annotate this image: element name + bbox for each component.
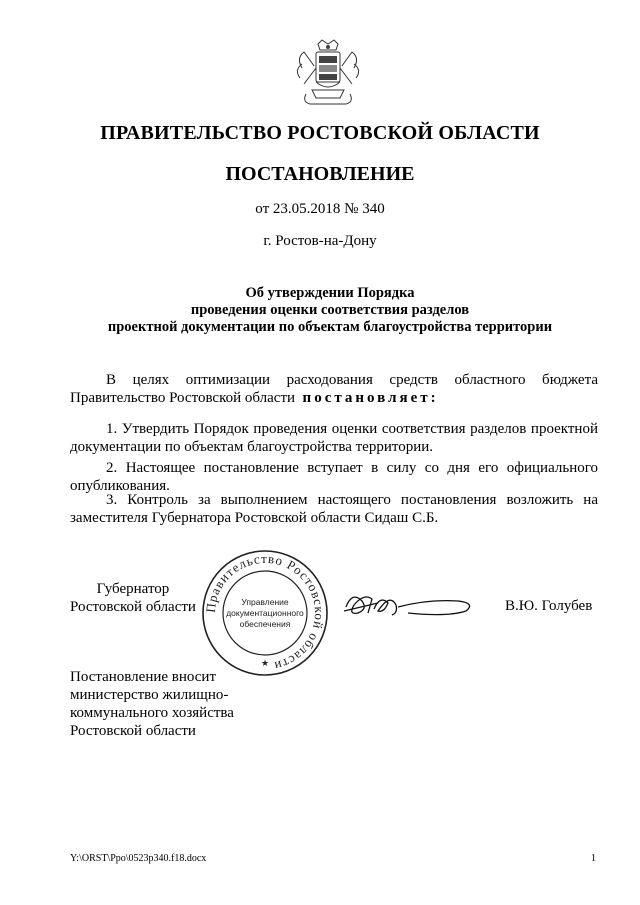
- resolution-item: [70, 420, 598, 456]
- footer-file-path: Y:\ORST\Ppo\0523p340.f18.docx: [70, 853, 207, 864]
- submitter-line: министерство жилищно-: [70, 687, 229, 703]
- position-line: Губернатор: [96, 581, 170, 597]
- stamp-inner-line: обеспечения: [239, 619, 291, 629]
- coat-of-arms-icon: [292, 38, 364, 110]
- document-subject: [60, 285, 600, 336]
- signatory-position: [70, 580, 196, 616]
- stamp-inner-line: документационного: [226, 608, 304, 618]
- page-number: 1: [591, 853, 596, 864]
- organization-title: ПРАВИТЕЛЬСТВО РОСТОВСКОЙ ОБЛАСТИ: [100, 122, 540, 144]
- item-text: 2. Настоящее постановление вступает в силу со дня его официального опубликования.: [70, 460, 598, 494]
- signatory-name: В.Ю. Голубев: [505, 598, 593, 614]
- resolution-item: [70, 491, 598, 527]
- subject-line: Об утверждении Порядка: [245, 285, 415, 301]
- item-text: 3. Контроль за выполнением настоящего постановления возложить на заместителя Губернатора Ростовской области Сидаш С.Б.: [70, 492, 598, 526]
- submitter-note: [70, 668, 234, 740]
- document-date-number: от 23.05.2018 № 340: [255, 201, 385, 217]
- star-icon: ★: [260, 658, 270, 668]
- resolves-word: постановляет:: [302, 390, 439, 406]
- official-stamp: [200, 548, 330, 678]
- subject-line: проведения оценки соответствия разделов: [190, 302, 470, 318]
- stamp-outer-text: Правительство Ростовской области: [202, 550, 328, 675]
- subject-line: проектной документации по объектам благоустройства территории: [107, 319, 553, 335]
- submitter-line: коммунального хозяйства: [70, 705, 234, 721]
- position-line: Ростовской области: [70, 599, 196, 615]
- document-city: г. Ростов-на-Дону: [263, 233, 377, 249]
- submitter-line: Постановление вносит: [70, 669, 217, 685]
- item-text: 1. Утвердить Порядок проведения оценки соответствия разделов проектной документации по объектам благоустройства территории.: [70, 421, 598, 455]
- submitter-line: Ростовской области: [70, 723, 196, 739]
- document-type-heading: ПОСТАНОВЛЕНИЕ: [225, 163, 415, 185]
- preamble-text: В целях оптимизации расходования средств областного бюджета Правительство Ростовской области: [70, 372, 598, 406]
- preamble-paragraph: [70, 371, 598, 407]
- handwritten-signature-icon: [338, 585, 478, 625]
- resolution-item: [70, 459, 598, 495]
- stamp-inner-line: Управление: [241, 597, 289, 607]
